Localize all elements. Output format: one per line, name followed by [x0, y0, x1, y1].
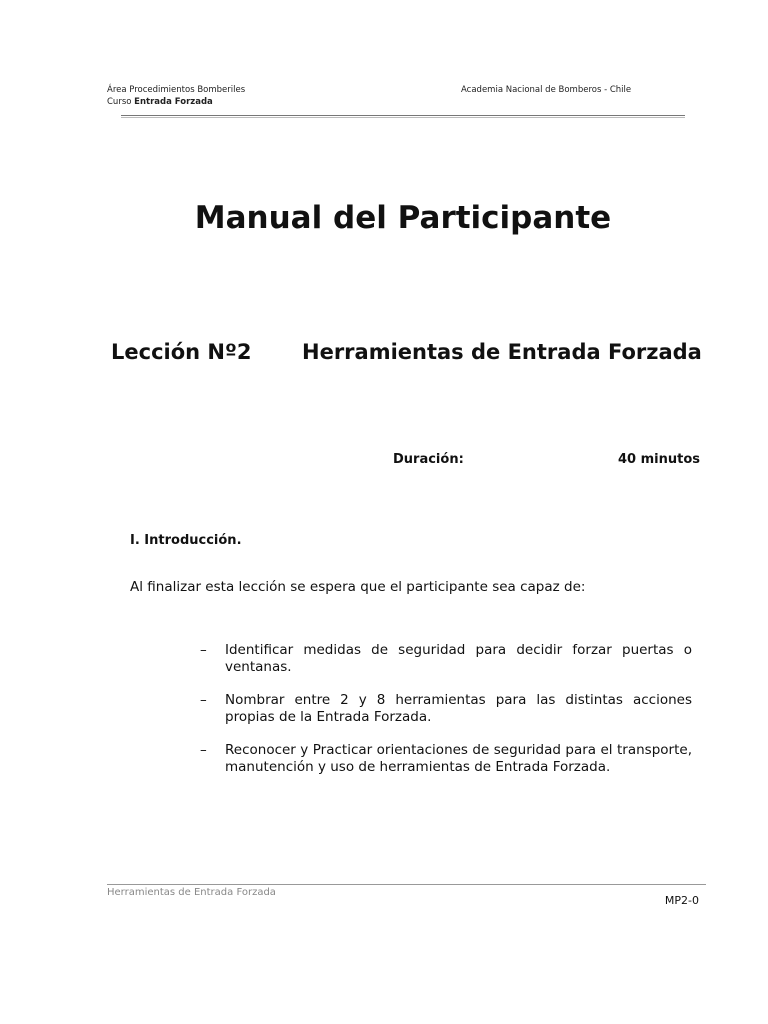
- objective-text: Reconocer y Practicar orientaciones de seguridad para el transporte, manutención y uso de herramientas de Entrada Forzada.: [225, 742, 692, 775]
- header-academy: Academia Nacional de Bomberos - Chile: [461, 85, 632, 95]
- lesson-title: Herramientas de Entrada Forzada: [302, 340, 702, 364]
- objective-text: Identificar medidas de seguridad para decidir forzar puertas o ventanas.: [225, 642, 692, 675]
- list-item: [200, 742, 692, 776]
- intro-text: Al finalizar esta lección se espera que el participante sea capaz de:: [130, 579, 586, 595]
- header-area: Área Procedimientos Bomberiles: [107, 85, 246, 95]
- dash-bullet: –: [200, 692, 207, 708]
- header-course: [107, 96, 245, 108]
- header-course-name: Entrada Forzada: [134, 97, 213, 107]
- duration-label: Duración:: [393, 452, 464, 467]
- header-left: [107, 84, 245, 108]
- footer-title: Herramientas de Entrada Forzada: [107, 887, 276, 898]
- objective-text: Nombrar entre 2 y 8 herramientas para las distintas acciones propias de la Entrada Forzada.: [225, 692, 692, 725]
- duration-value: 40 minutos: [617, 452, 700, 467]
- objectives-list: [200, 642, 692, 792]
- lesson-number: Lección Nº2: [111, 340, 252, 364]
- header-course-prefix: Curso: [107, 97, 135, 107]
- document-title: Manual del Participante: [194, 200, 612, 236]
- footer-divider: [107, 884, 706, 885]
- list-item: [200, 642, 692, 676]
- dash-bullet: –: [200, 742, 207, 758]
- section-heading: I. Introducción.: [130, 533, 242, 548]
- header-divider: [121, 115, 685, 118]
- list-item: [200, 692, 692, 726]
- page-code: MP2-0: [664, 894, 699, 907]
- dash-bullet: –: [200, 642, 207, 658]
